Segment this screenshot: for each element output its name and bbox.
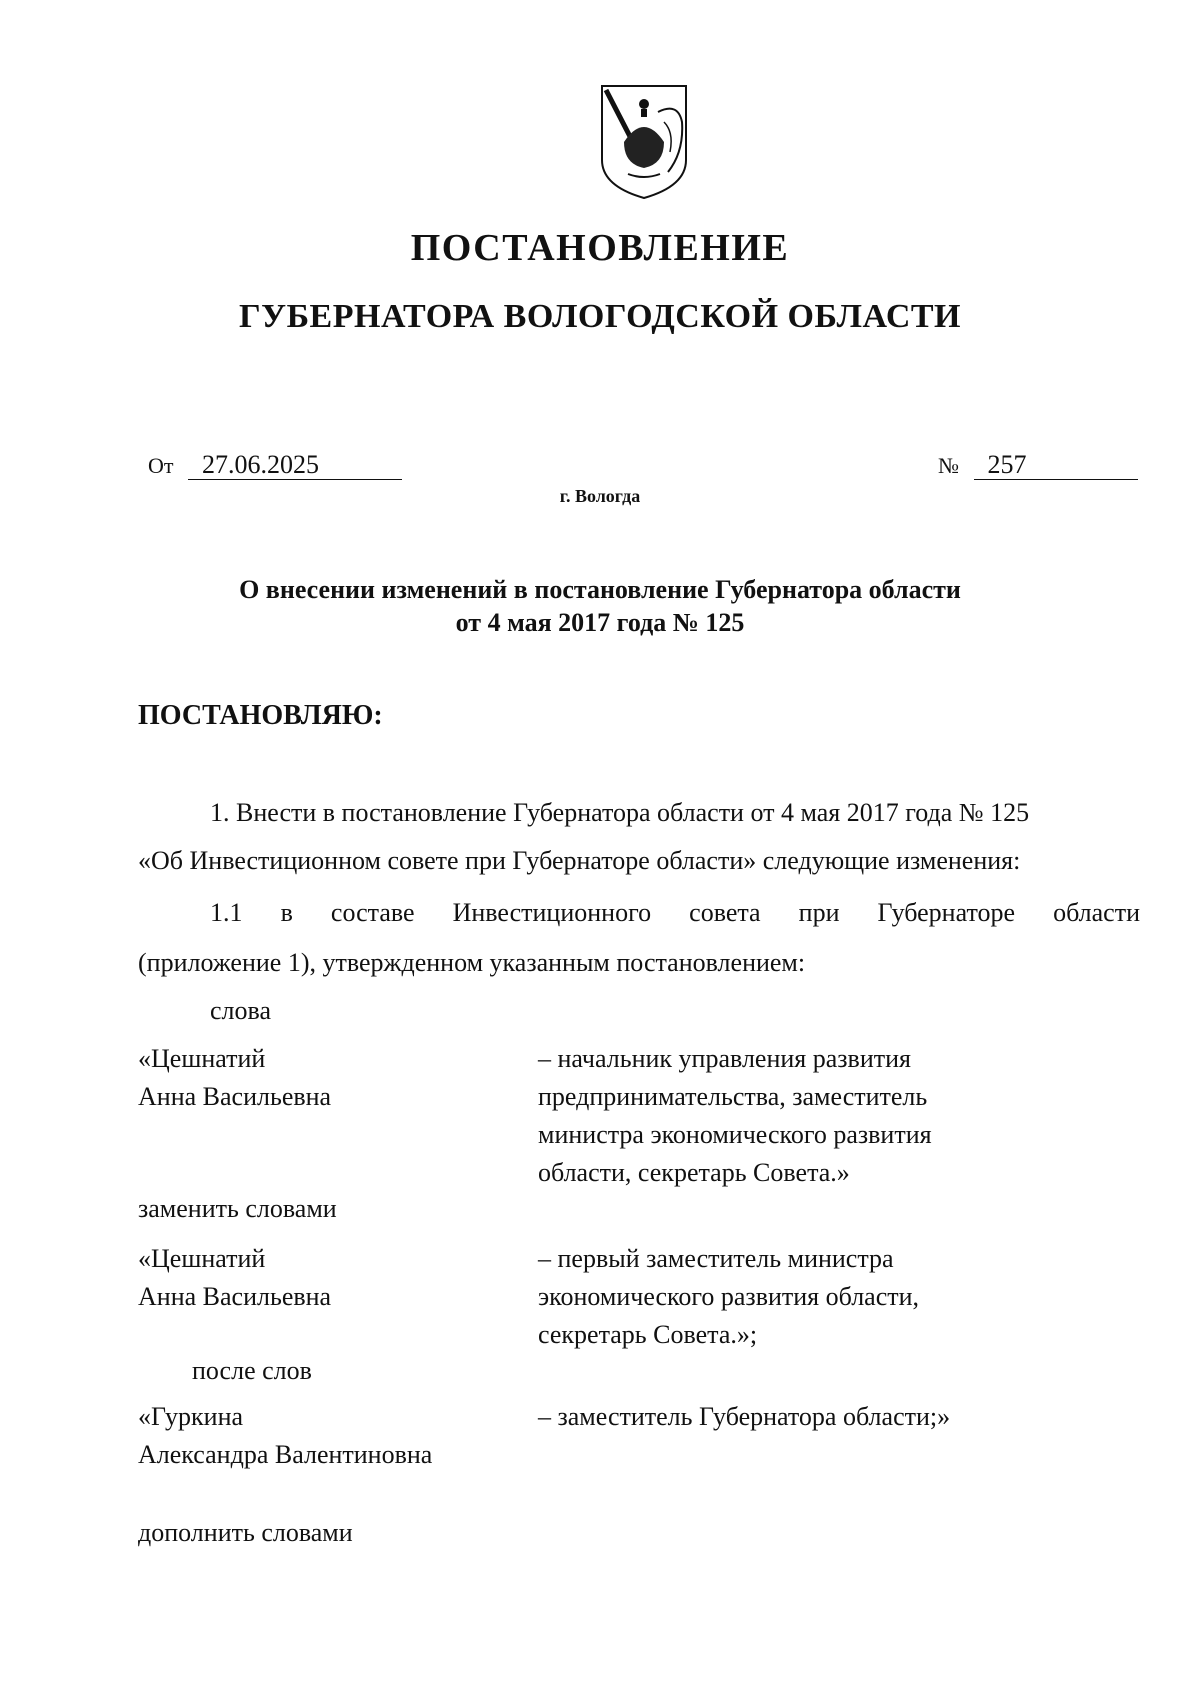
para1-line2: «Об Инвестиционном совете при Губернаторе области» следующие изменения: bbox=[138, 846, 1021, 875]
number-label: № bbox=[938, 453, 959, 478]
new-position-line-1: – первый заместитель министра bbox=[538, 1244, 894, 1273]
date-label: От bbox=[148, 453, 174, 478]
subject-line-1: О внесении изменений в постановление Губернатора области bbox=[239, 575, 961, 604]
resolve-heading: ПОСТАНОВЛЯЮ: bbox=[138, 700, 383, 731]
subject-heading bbox=[0, 573, 1200, 639]
new-entry-name bbox=[138, 1240, 498, 1316]
date-value: 27.06.2025 bbox=[188, 451, 402, 480]
old-entry-surname: «Цешнатий bbox=[138, 1044, 266, 1073]
para11-line1: 1.1 в составе Инвестиционного совета при Губернаторе области bbox=[210, 898, 1140, 927]
new-entry-position bbox=[538, 1240, 1008, 1354]
coat-of-arms-icon bbox=[598, 82, 690, 202]
date-field bbox=[148, 450, 402, 480]
para11-line2: (приложение 1), утвержденном указанным постановлением: bbox=[138, 948, 806, 977]
para1-line1: 1. Внести в постановление Губернатора области от 4 мая 2017 года № 125 bbox=[210, 798, 1030, 827]
old-entry-position bbox=[538, 1040, 1008, 1192]
old-position-line-4: области, секретарь Совета.» bbox=[538, 1158, 850, 1187]
document-title: ПОСТАНОВЛЕНИЕ bbox=[410, 227, 790, 269]
old-entry-given: Анна Васильевна bbox=[138, 1082, 332, 1111]
old-position-line-3: министра экономического развития bbox=[538, 1120, 932, 1149]
old-position-line-1: – начальник управления развития bbox=[538, 1044, 911, 1073]
after-label: после слов bbox=[192, 1356, 312, 1385]
replace-label: заменить словами bbox=[138, 1194, 337, 1223]
supplement-label: дополнить словами bbox=[138, 1518, 353, 1547]
number-value: 257 bbox=[974, 451, 1138, 480]
after-entry-position bbox=[538, 1398, 1008, 1436]
document-subtitle: ГУБЕРНАТОРА ВОЛОГОДСКОЙ ОБЛАСТИ bbox=[238, 298, 961, 335]
number-field bbox=[938, 450, 1138, 480]
city-label: г. Вологда bbox=[559, 486, 641, 506]
subject-line-2: от 4 мая 2017 года № 125 bbox=[455, 608, 745, 637]
after-entry-surname: «Гуркина bbox=[138, 1402, 244, 1431]
after-entry-given: Александра Валентиновна bbox=[138, 1440, 433, 1469]
words-label: слова bbox=[210, 996, 271, 1025]
after-entry-name bbox=[138, 1398, 538, 1474]
new-entry-given: Анна Васильевна bbox=[138, 1282, 332, 1311]
new-entry-surname: «Цешнатий bbox=[138, 1244, 266, 1273]
new-position-line-3: секретарь Совета.»; bbox=[538, 1320, 758, 1349]
old-entry-name bbox=[138, 1040, 498, 1116]
after-position-line-1: – заместитель Губернатора области;» bbox=[538, 1402, 951, 1431]
new-position-line-2: экономического развития области, bbox=[538, 1282, 920, 1311]
old-position-line-2: предпринимательства, заместитель bbox=[538, 1082, 928, 1111]
